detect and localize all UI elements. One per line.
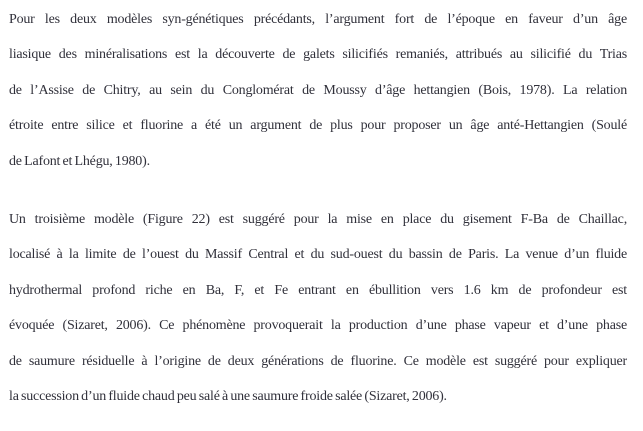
- text-line: Pour les deux modèles syn-génétiques précédants, l’argument fort de l’époque en faveur d’un âge: [9, 12, 627, 27]
- paragraph-syn-genetic-models: [9, 2, 627, 179]
- text-line: localisé à la limite de l’ouest du Massif Central et du sud-ouest du bassin de Paris. La venue d’un fluide: [9, 247, 627, 263]
- text-line: la succession d’un fluide chaud peu salé à une saumure froide salée (Sizaret, 2006).: [9, 388, 447, 404]
- text-line: de Lafont et Lhégu, 1980).: [9, 153, 150, 169]
- text-line: de saumure résiduelle à l’origine de deux générations de fluorine. Ce modèle est suggéré pour expliquer: [9, 353, 627, 369]
- text-line: de l’Assise de Chitry, au sein du Conglomérat de Moussy d’âge hettangien (Bois, 1978). La relation: [9, 82, 627, 98]
- text-line: Un troisième modèle (Figure 22) est suggéré pour la mise en place du gisement F-Ba de Chaillac,: [9, 211, 627, 227]
- text-line: évoquée (Sizaret, 2006). Ce phénomène provoquerait la production d’une phase vapeur et d’une phase: [9, 318, 627, 334]
- text-line: étroite entre silice et fluorine a été un argument de plus pour proposer un âge anté-Hettangien (Soulé: [9, 118, 627, 134]
- text-line: hydrothermal profond riche en Ba, F, et Fe entrant en ébullition vers 1.6 km de profondeur est: [9, 282, 627, 298]
- paragraph-third-model-chaillac: [9, 202, 627, 414]
- text-line: liasique des minéralisations est la découverte de galets silicifiés remaniés, attribués au silicifié du Trias: [9, 47, 627, 63]
